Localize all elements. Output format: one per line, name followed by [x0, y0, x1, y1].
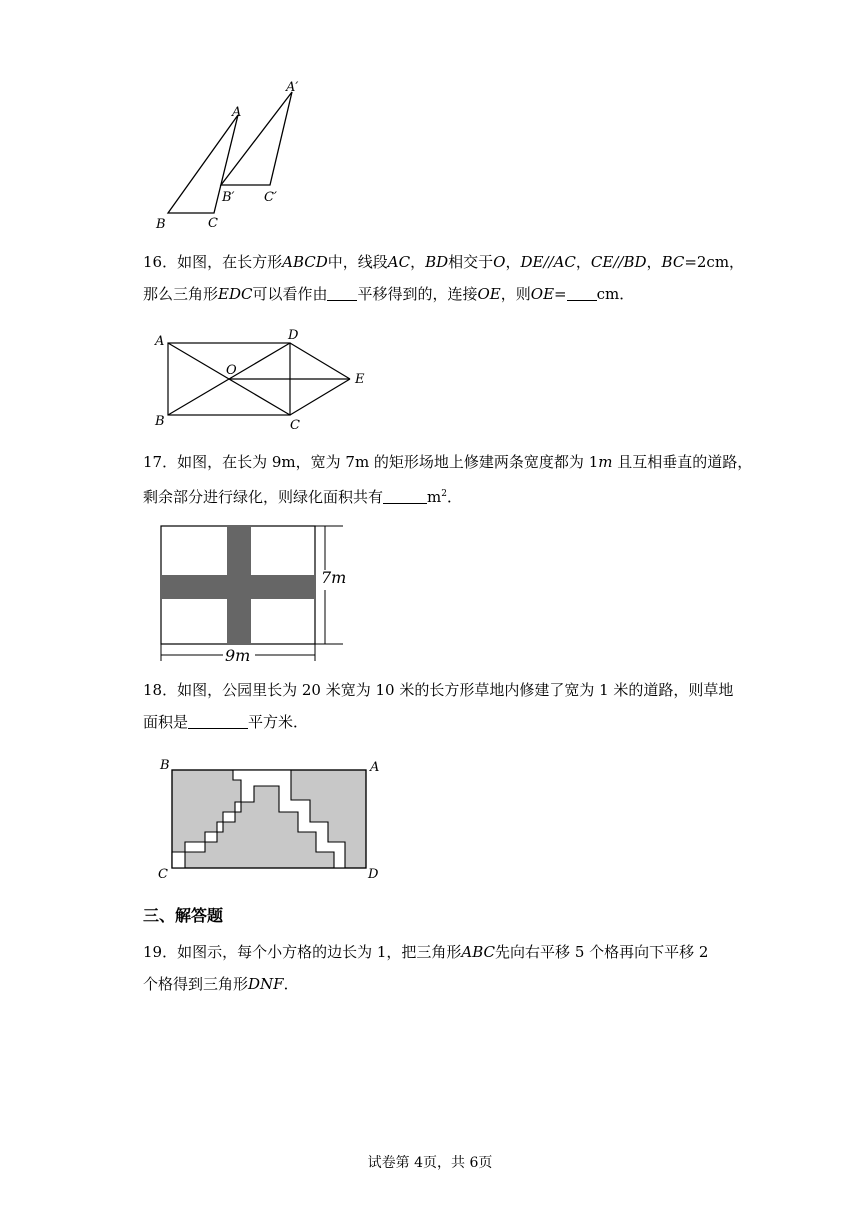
height-label: 7m	[321, 568, 347, 587]
q18-line-1: 18．如图，公园里长为 20 米宽为 10 米的长方形草地内修建了宽为 1 米的道路，则草地	[143, 681, 734, 699]
label-A-prime: A′	[286, 80, 299, 95]
q16-line-1: 16．如图，在长方形ABCD中，线段AC，BD相交于O，DE//AC，CE//BD，BC=2cm，	[143, 253, 745, 271]
question-18	[143, 674, 733, 738]
q17-line-1: 17．如图，在长为 9m，宽为 7m 的矩形场地上修建两条宽度都为 1m 且互相垂直的道路，	[143, 453, 753, 471]
q17-line-2: 剩余部分进行绿化，则绿化面积共有 $m^2$．	[143, 488, 462, 506]
figure-q17-cross-road	[155, 520, 355, 665]
label-B-prime: B′	[222, 190, 235, 205]
label-A: A	[232, 105, 242, 120]
label-O: O	[226, 363, 237, 378]
label-C-prime: C′	[264, 190, 277, 205]
label-C: C	[290, 418, 300, 433]
width-label: 9m	[225, 646, 251, 665]
label-A: A	[155, 334, 165, 349]
horizontal-road	[161, 575, 315, 599]
q16-line-2: 那么三角形EDC可以看作由 平移得到的，连接OE，则OE= cm．	[143, 285, 635, 303]
label-B: B	[155, 414, 165, 429]
figure-q15-triangles	[140, 75, 330, 235]
question-17	[143, 446, 753, 513]
label-B: B	[156, 217, 166, 232]
q19-line-2: 个格得到三角形DNF．	[143, 975, 299, 993]
label-E: E	[355, 372, 365, 387]
section-heading-3: 三、解答题	[143, 906, 224, 925]
answer-blank[interactable]	[383, 487, 427, 504]
label-D: D	[368, 867, 379, 882]
label-C: C	[208, 216, 218, 231]
label-B: B	[160, 758, 170, 773]
answer-blank-2[interactable]	[567, 284, 597, 301]
answer-blank-1[interactable]	[327, 284, 357, 301]
question-19	[143, 936, 733, 1000]
answer-blank[interactable]	[188, 712, 248, 729]
question-16	[143, 246, 745, 310]
q18-line-2: 面积是 平方米．	[143, 713, 309, 731]
q19-line-1: 19．如图示，每个小方格的边长为 1，把三角形ABC先向右平移 5 个格再向下平移 2	[143, 943, 709, 961]
label-D: D	[288, 328, 299, 343]
label-C: C	[158, 867, 168, 882]
page-footer: 试卷第 4页，共 6页	[367, 1155, 493, 1171]
label-A: A	[370, 760, 380, 775]
figure-q18-garden	[155, 756, 390, 886]
figure-q16-rectangle	[150, 325, 380, 435]
